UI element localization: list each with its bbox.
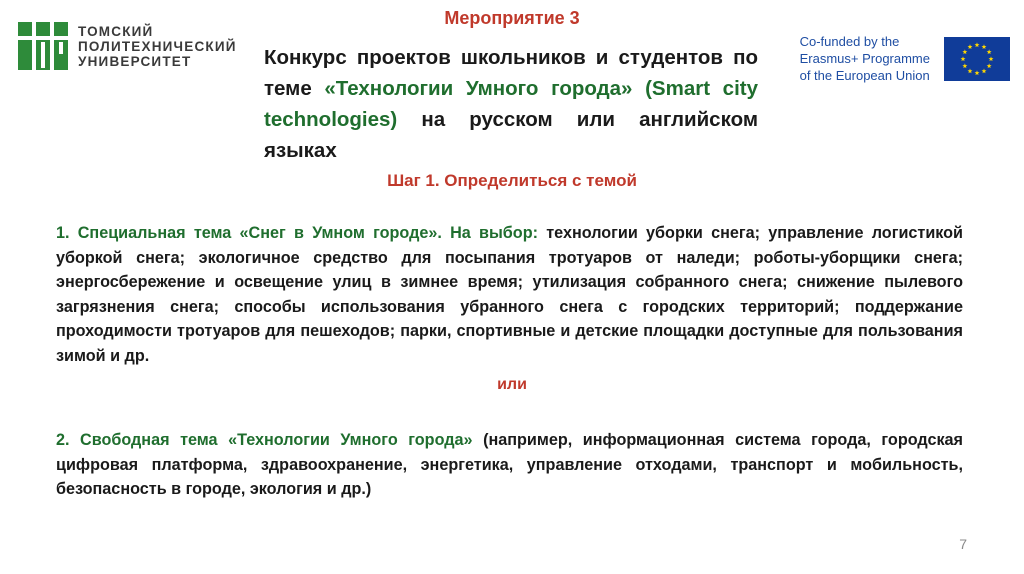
step-heading: Шаг 1. Определиться с темой (387, 171, 637, 190)
option-1-label: 1. Специальная тема «Снег в Умном городе». На выбор: (56, 224, 538, 242)
eu-star-icon (968, 44, 973, 49)
eu-star-icon (987, 49, 992, 54)
eu-star-icon (989, 56, 994, 61)
headline-part1: Конкурс проектов школьников и студентов по теме (264, 46, 758, 100)
university-line3: УНИВЕРСИТЕТ (78, 54, 192, 69)
option-1-text: технологии уборки снега; управление логистикой уборкой снега; экологичное средство для посыпания тротуаров от наледи; роботы-уборщики снега; энергосбережение и освещение улиц в зимнее время; утилизация собранного снега; снижение пылевого загрязнения снега; способы использования убранного снега с городских территорий; поддержание проходимости тротуаров для пешеходов; парки, спортивные и детские площадки доступные для пользования зимой и др. (56, 224, 964, 365)
option-1-paragraph (56, 221, 963, 368)
page-number: 7 (959, 536, 967, 552)
eu-star-icon (961, 56, 966, 61)
event-title: Мероприятие 3 (444, 8, 580, 28)
tpu-logo (18, 22, 237, 70)
eu-star-icon (975, 42, 980, 47)
university-name (78, 24, 237, 69)
option-2-paragraph (56, 428, 963, 502)
university-line2: ПОЛИТЕХНИЧЕСКИЙ (78, 39, 237, 54)
eu-star-icon (962, 49, 967, 54)
option-2-text: (например, информационная система города, городская цифровая платформа, здравоохранение, энергетика, управление отходами, транспорт и мобильность, безопасность в городе, экология и др.) (56, 431, 963, 498)
university-line1: ТОМСКИЙ (78, 24, 154, 39)
eu-star-icon (975, 70, 980, 75)
headline-part2: на русском или английском языках (264, 108, 758, 162)
eu-star-icon (987, 63, 992, 68)
eu-star-icon (968, 68, 973, 73)
erasmus-logo (800, 33, 1010, 84)
erasmus-line3: of the European Union (799, 68, 930, 83)
option-2-label: 2. Свободная тема «Технологии Умного города» (56, 431, 473, 449)
eu-star-icon (962, 63, 967, 68)
contest-headline (264, 42, 758, 166)
eu-flag-icon (944, 37, 1010, 81)
or-separator: или (497, 376, 527, 393)
erasmus-line1: Co-funded by the (799, 34, 900, 49)
erasmus-text (800, 33, 930, 84)
headline-topic: «Технологии Умного города» (Smart city technologies) (264, 77, 758, 131)
erasmus-line2: Erasmus+ Programme (799, 51, 930, 66)
eu-star-icon (982, 44, 987, 49)
eu-star-icon (982, 68, 987, 73)
tpu-logo-mark-icon (18, 22, 70, 70)
